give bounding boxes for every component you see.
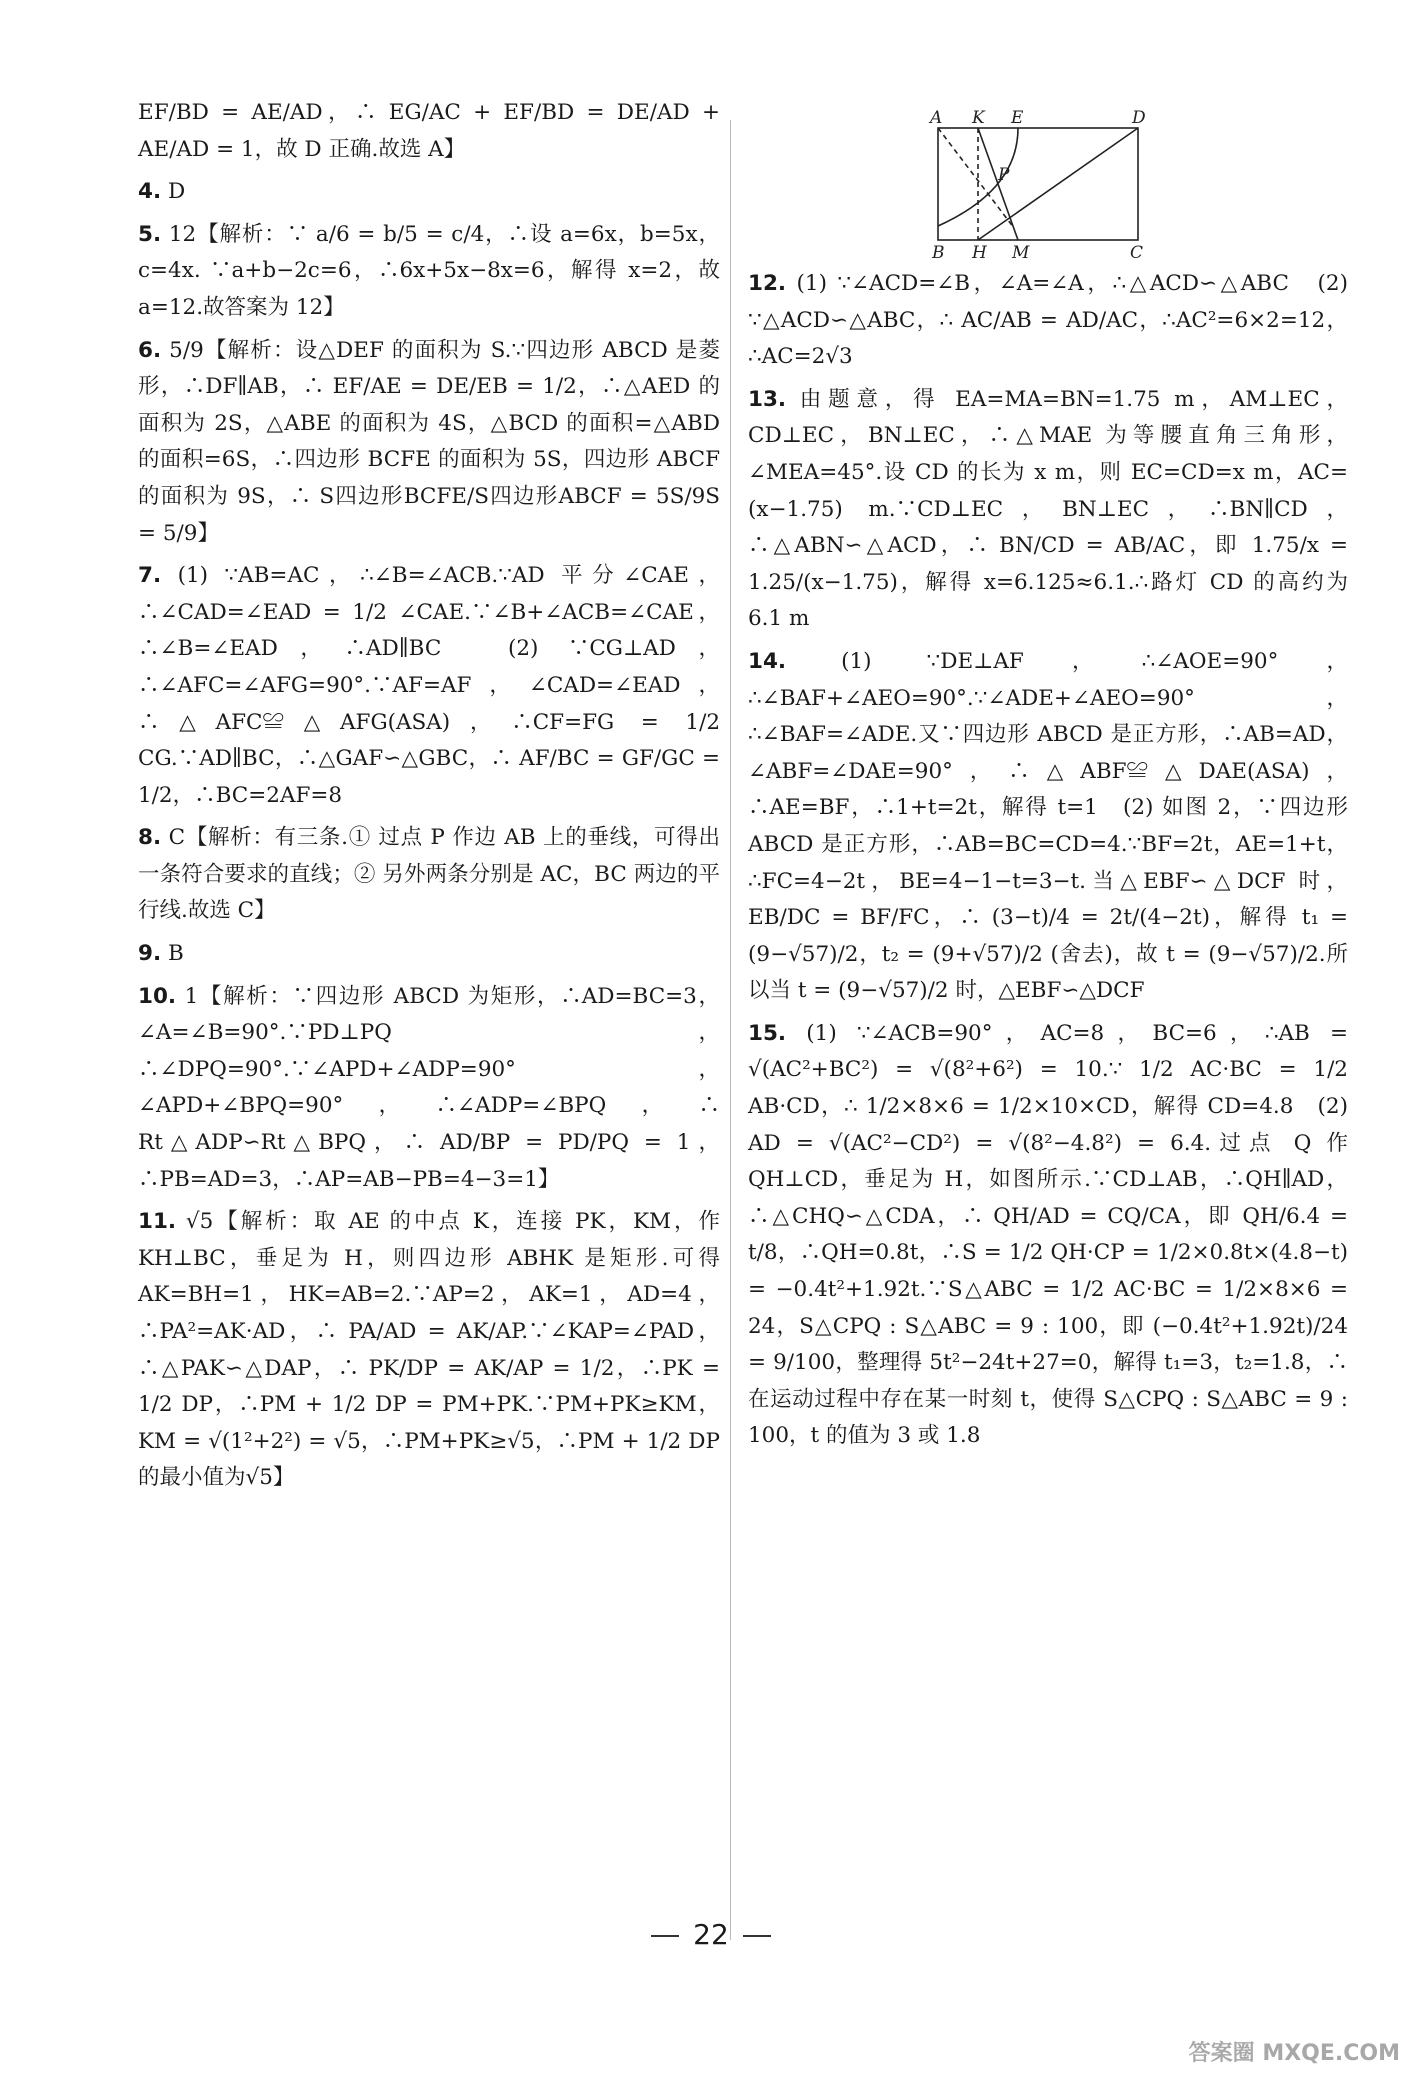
item-text: 5/9【解析：设△DEF 的面积为 S.∵四边形 ABCD 是菱形，∴DF∥AB，∴ EF/AE = DE/EB = 1/2，∴△AED 的面积为 2S，△ABE 的面积为 4S，△BCD 的面积=△ABD 的面积=6S，∴四边形 BCFE 的面积为 5S，四边形 ABCF 的面积为 9S，∴ S四边形BCFE/S四边形ABCF = 5S/9S = 5/9】 <box>138 337 720 546</box>
item-text: B <box>167 941 184 967</box>
item-text: √5【解析：取 AE 的中点 K，连接 PK，KM，作 KH⊥BC，垂足为 H，则四边形 ABHK 是矩形.可得 AK=BH=1，HK=AB=2.∵AP=2，AK=1，AD=4，∴PA²=AK·AD，∴ PA/AD = AK/AP.∵∠KAP=∠PAD，∴△PAK∽△DAP，∴ PK/DP = AK/AP = 1/2，∴PK = 1/2 DP，∴PM + 1/2 DP = PM+PK.∵PM+PK≥KM，KM = √(1²+2²) = √5，∴PM+PK≥√5，∴PM + 1/2 DP 的最小值为√5】 <box>138 1209 720 1491</box>
item-number: 4. <box>138 179 162 205</box>
page-number: 22 <box>0 1918 1422 1951</box>
item-text: D <box>167 179 186 205</box>
item-number: 6. <box>138 337 162 363</box>
item-text: C【解析：有三条.① 过点 P 作边 AB 上的垂线，可得出一条符合要求的直线；② 另外两条分别是 AC，BC 两边的平行线.故选 C】 <box>138 825 720 924</box>
item-15 <box>748 1016 1348 1455</box>
item-text: 1【解析：∵四边形 ABCD 为矩形，∴AD=BC=3，∠A=∠B=90°.∵PD⊥PQ，∴∠DPQ=90°.∵∠APD+∠ADP=90°，∠APD+∠BPQ=90°，∴∠ADP=∠BPQ，∴ Rt△ADP∽Rt△BPQ，∴ AD/BP = PD/PQ = 1，∴PB=AD=3，∴AP=AB−PB=4−3=1】 <box>138 983 720 1192</box>
item-text: (1) ∵∠ACD=∠B，∠A=∠A，∴△ACD∽△ABC (2) ∵△ACD∽△ABC，∴ AC/AB = AD/AC，∴AC²=6×2=12，∴AC=2√3 <box>748 271 1348 370</box>
label-h: H <box>972 243 987 260</box>
item-11 <box>138 1204 720 1497</box>
figure-rectangle <box>938 128 1138 240</box>
watermark-logo: 答案圈 MXQE.COM <box>1188 2041 1400 2066</box>
item-number: 11. <box>138 1209 177 1235</box>
label-d: D <box>1132 110 1146 128</box>
item-9 <box>138 936 720 973</box>
item-text: EF/BD = AE/AD，∴ EG/AC + EF/BD = DE/AD + AE/AD = 1，故 D 正确.故选 A】 <box>138 100 720 162</box>
item-text: (1) ∵DE⊥AF，∴∠AOE=90°，∴∠BAF+∠AEO=90°.∵∠ADE+∠AEO=90°，∴∠BAF=∠ADE.又∵四边形 ABCD 是正方形，∴AB=AD，∠ABF=∠DAE=90°，∴△ABF≌△DAE(ASA)，∴AE=BF，∴1+t=2t，解得 t=1 (2) 如图 2，∵四边形 ABCD 是正方形，∴AB=BC=CD=4.∵BF=2t，AE=1+t，∴FC=4−2t，BE=4−1−t=3−t.当△EBF∽△DCF 时，EB/DC = BF/FC，∴ (3−t)/4 = 2t/(4−2t)，解得 t₁ = (9−√57)/2，t₂ = (9+√57)/2 (舍去)，故 t = (9−√57)/2.所以当 t = (9−√57)/2 时，△EBF∽△DCF <box>748 648 1348 1004</box>
item-number: 5. <box>138 221 162 247</box>
right-column <box>748 95 1348 1461</box>
left-column <box>138 95 720 1503</box>
label-m: M <box>1012 243 1030 260</box>
label-e: E <box>1011 110 1024 128</box>
item-number: 14. <box>748 648 787 674</box>
item-text: (1) ∵AB=AC，∴∠B=∠ACB.∵AD 平分∠CAE，∴∠CAD=∠EAD = 1/2 ∠CAE.∵∠B+∠ACB=∠CAE，∴∠B=∠EAD，∴AD∥BC (2) ∵CG⊥AD，∴∠AFC=∠AFG=90°.∵AF=AF，∠CAD=∠EAD，∴△AFC≌△AFG(ASA)，∴CF=FG = 1/2 CG.∵AD∥BC，∴△GAF∽△GBC，∴ AF/BC = GF/GC = 1/2，∴BC=2AF=8 <box>138 563 720 808</box>
label-p: P <box>998 165 1010 185</box>
item-7 <box>138 558 720 814</box>
item-number: 12. <box>748 271 787 296</box>
item-3-tail <box>138 95 720 168</box>
item-text: 由题意，得 EA=MA=BN=1.75 m，AM⊥EC，CD⊥EC，BN⊥EC，∴△MAE 为等腰直角三角形，∠MEA=45°.设 CD 的长为 x m，则 EC=CD=x m，AC=(x−1.75) m.∵CD⊥EC，BN⊥EC，∴BN∥CD，∴△ABN∽△ACD，∴ BN/CD = AB/AC，即 1.75/x = 1.25/(x−1.75)，解得 x=6.125≈6.1.∴路灯 CD 的高约为 6.1 m <box>748 386 1348 632</box>
item-6 <box>138 333 720 553</box>
item-text: (1) ∵∠ACB=90°，AC=8，BC=6，∴AB = √(AC²+BC²) = √(8²+6²) = 10.∵ 1/2 AC·BC = 1/2 AB·CD，∴ 1/2×8×6 = 1/2×10×CD，解得 CD=4.8 (2) AD = √(AC²−CD²) = √(8²−4.8²) = 6.4.过点 Q 作 QH⊥CD，垂足为 H，如图所示.∵CD⊥AB，∴QH∥AD，∴△CHQ∽△CDA，∴ QH/AD = CQ/CA，即 QH/6.4 = t/8，∴QH=0.8t，∴S = 1/2 QH·CP = 1/2×0.8t×(4.8−t) = −0.4t²+1.92t.∵S△ABC = 1/2 AC·BC = 1/2×8×6 = 24，S△CPQ : S△ABC = 9 : 100，即 (−0.4t²+1.92t)/24 = 9/100，整理得 5t²−24t+27=0，解得 t₁=3，t₂=1.8，∴在运动过程中存在某一时刻 t，使得 S△CPQ : S△ABC = 9 : 100，t 的值为 3 或 1.8 <box>748 1020 1348 1449</box>
item-8 <box>138 820 720 930</box>
item-10 <box>138 979 720 1199</box>
item-4 <box>138 174 720 211</box>
item-number: 13. <box>748 386 787 412</box>
item-number: 9. <box>138 941 162 967</box>
item-number: 8. <box>138 825 162 851</box>
item-number: 7. <box>138 563 162 589</box>
item-text: 12【解析：∵ a/6 = b/5 = c/4，∴设 a=6x，b=5x，c=4x. ∵a+b−2c=6，∴6x+5x−8x=6，解得 x=2，故 a=12.故答案为 12】 <box>138 221 720 320</box>
item-14 <box>748 644 1348 1010</box>
item-12 <box>748 266 1348 376</box>
label-b: B <box>932 243 945 260</box>
item-number: 15. <box>748 1020 787 1046</box>
item-number: 10. <box>138 983 177 1009</box>
item-13 <box>748 382 1348 638</box>
label-k: K <box>972 110 985 128</box>
column-divider <box>730 120 731 1940</box>
item-5 <box>138 217 720 327</box>
label-a: A <box>930 110 943 128</box>
rectangle-figure <box>918 110 1158 260</box>
label-c: C <box>1130 243 1144 260</box>
